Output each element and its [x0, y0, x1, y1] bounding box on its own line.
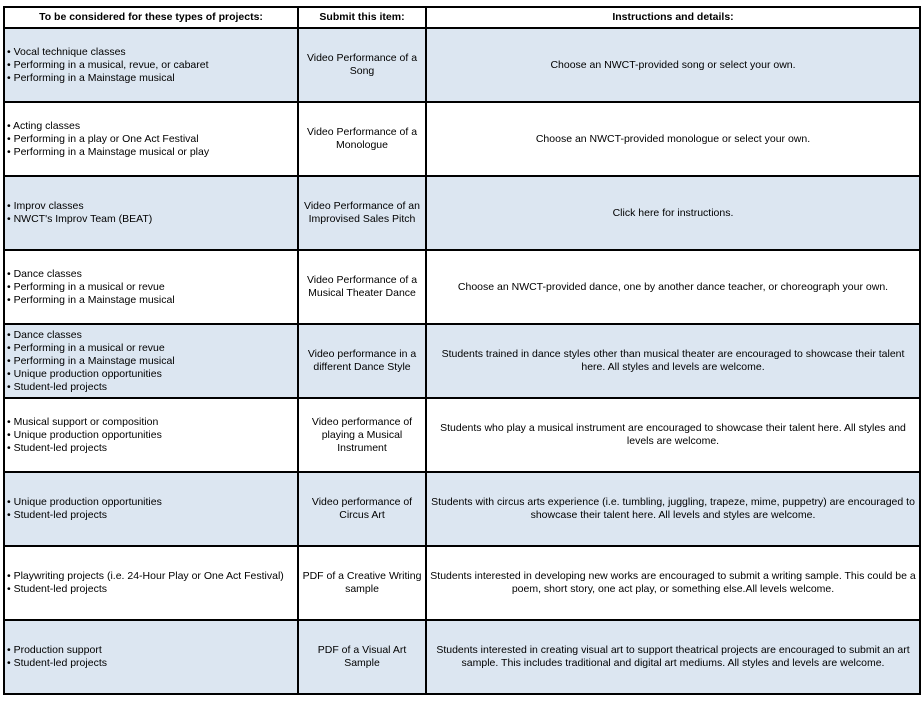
project-types-cell	[4, 472, 298, 546]
project-type-item: • Dance classes	[7, 328, 82, 341]
project-types-cell	[4, 324, 298, 398]
project-type-item: • Production support	[7, 644, 102, 656]
header-types: To be considered for these types of projects:	[4, 7, 298, 28]
project-type-item: • Student-led projects	[7, 441, 107, 454]
header-instructions: Instructions and details:	[426, 7, 920, 28]
project-type-item: • Vocal technique classes	[7, 45, 126, 58]
project-type-item: • Student-led projects	[7, 583, 107, 595]
submission-table	[3, 6, 921, 695]
instructions-cell[interactable]: Click here for instructions.	[426, 176, 920, 250]
project-type-item: • Unique production opportunities	[7, 428, 162, 441]
project-type-item: • Dance classes	[7, 267, 82, 280]
submit-item-cell: Video Performance of an Improvised Sales Pitch	[298, 176, 426, 250]
table-row	[4, 176, 920, 250]
instructions-cell: Students interested in creating visual art to support theatrical projects are encouraged to submit an art sample. This includes traditional and digital art mediums. All styles and levels are welcome.	[426, 620, 920, 694]
instructions-cell: Students with circus arts experience (i.e. tumbling, juggling, trapeze, mime, puppetry) are encouraged to showcase their talent here. All levels and styles are welcome.	[426, 472, 920, 546]
instructions-cell: Choose an NWCT-provided song or select your own.	[426, 28, 920, 102]
project-type-item: • Performing in a play or One Act Festival	[7, 132, 199, 145]
table-row	[4, 620, 920, 694]
project-type-item: • Performing in a Mainstage musical	[7, 354, 175, 367]
project-type-item: • Unique production opportunities	[7, 496, 162, 508]
instructions-cell: Students trained in dance styles other than musical theater are encouraged to showcase their talent here. All styles and levels are welcome.	[426, 324, 920, 398]
project-type-item: • Playwriting projects (i.e. 24-Hour Play or One Act Festival)	[7, 570, 284, 582]
submit-item-cell: PDF of a Visual Art Sample	[298, 620, 426, 694]
project-type-item: • Student-led projects	[7, 380, 107, 393]
submit-item-cell: Video Performance of a Monologue	[298, 102, 426, 176]
instructions-cell: Students interested in developing new works are encouraged to submit a writing sample. This could be a poem, short story, one act play, or something else.All levels welcome.	[426, 546, 920, 620]
project-type-item: • Performing in a musical or revue	[7, 280, 165, 293]
project-types-cell	[4, 250, 298, 324]
project-types-cell	[4, 102, 298, 176]
project-type-item: • Performing in a musical or revue	[7, 341, 165, 354]
submit-item-cell: PDF of a Creative Writing sample	[298, 546, 426, 620]
project-type-item: • Performing in a Mainstage musical	[7, 293, 175, 306]
table-row	[4, 398, 920, 472]
instructions-cell: Students who play a musical instrument are encouraged to showcase their talent here. All styles and levels are welcome.	[426, 398, 920, 472]
table-row	[4, 28, 920, 102]
table-row	[4, 250, 920, 324]
table-row	[4, 102, 920, 176]
submit-item-cell: Video Performance of a Musical Theater Dance	[298, 250, 426, 324]
submit-item-cell: Video performance of playing a Musical Instrument	[298, 398, 426, 472]
project-type-item: • Performing in a musical, revue, or cabaret	[7, 58, 209, 71]
project-type-item: • Performing in a Mainstage musical	[7, 71, 175, 84]
project-type-item: • Student-led projects	[7, 657, 107, 669]
header-item: Submit this item:	[298, 7, 426, 28]
project-type-item: • Improv classes	[7, 200, 84, 212]
header-row	[4, 7, 920, 28]
project-type-item: • Unique production opportunities	[7, 367, 162, 380]
project-type-item: • Acting classes	[7, 119, 81, 132]
project-types-cell	[4, 398, 298, 472]
instructions-cell: Choose an NWCT-provided dance, one by another dance teacher, or choreograph your own.	[426, 250, 920, 324]
project-types-cell	[4, 28, 298, 102]
project-type-item: • Performing in a Mainstage musical or play	[7, 145, 210, 158]
project-type-item: • Musical support or composition	[7, 415, 159, 428]
project-types-cell	[4, 620, 298, 694]
instructions-cell: Choose an NWCT-provided monologue or select your own.	[426, 102, 920, 176]
submit-item-cell: Video Performance of a Song	[298, 28, 426, 102]
submit-item-cell: Video performance in a different Dance Style	[298, 324, 426, 398]
table-row	[4, 472, 920, 546]
project-types-cell	[4, 176, 298, 250]
project-types-cell	[4, 546, 298, 620]
project-type-item: • NWCT's Improv Team (BEAT)	[7, 213, 153, 225]
table-row	[4, 324, 920, 398]
table-row	[4, 546, 920, 620]
submit-item-cell: Video performance of Circus Art	[298, 472, 426, 546]
project-type-item: • Student-led projects	[7, 509, 107, 521]
